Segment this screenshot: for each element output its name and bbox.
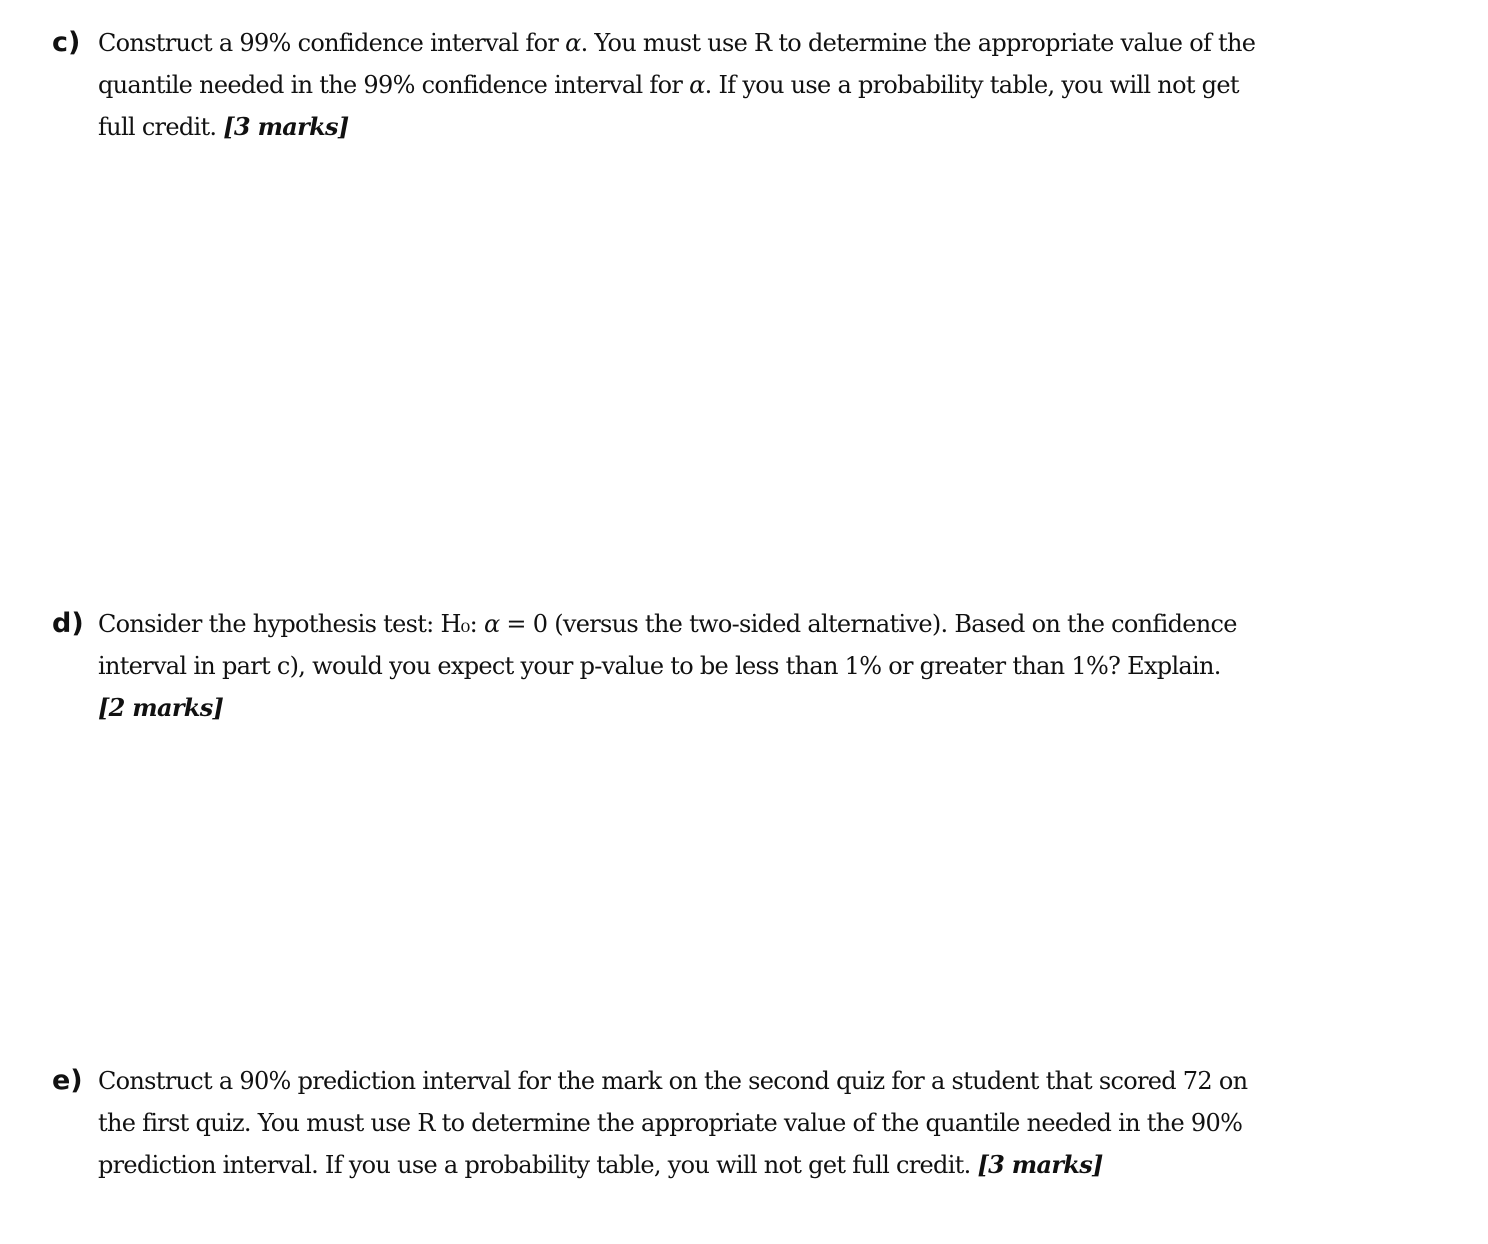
text-segment: full credit.	[98, 113, 224, 141]
question-e-marks: [3 marks]	[977, 1150, 1103, 1179]
question-d	[52, 603, 1472, 729]
question-c-line-1	[98, 22, 1472, 64]
alpha-symbol: α	[565, 29, 581, 57]
question-d-marks: [2 marks]	[98, 693, 224, 722]
question-c-line-3	[98, 106, 1472, 148]
alpha-symbol: α	[483, 610, 500, 638]
question-e-label: e)	[52, 1065, 83, 1096]
text-segment: Construct a 90% prediction interval for the mark on the second quiz for a student that scored 72 on	[98, 1067, 1248, 1095]
question-c-marks: [3 marks]	[223, 112, 349, 141]
text-segment: the first quiz. You must use R to determine the appropriate value of the quantile needed in the 90%	[98, 1109, 1243, 1137]
question-e-line-3	[98, 1144, 1472, 1186]
question-c-text	[98, 22, 1472, 148]
text-segment: Consider the hypothesis test: H₀:	[98, 610, 484, 638]
question-c-label: c)	[52, 27, 81, 58]
question-d-line-2	[98, 645, 1472, 687]
text-segment: . You must use R to determine the appropriate value of the	[580, 29, 1256, 57]
text-segment: quantile needed in the 99% confidence interval for	[98, 71, 690, 99]
question-d-text	[98, 603, 1472, 729]
text-segment: = 0 (versus the two-sided alternative). Based on the confidence	[499, 610, 1237, 638]
alpha-symbol: α	[689, 71, 705, 99]
question-d-line-3	[98, 687, 1472, 729]
text-segment: . If you use a probability table, you will not get	[704, 71, 1239, 99]
question-e-line-1	[98, 1060, 1472, 1102]
question-e-text	[98, 1060, 1472, 1186]
text-segment: Construct a 99% confidence interval for	[98, 29, 566, 57]
question-d-label: d)	[52, 608, 84, 639]
question-e-line-2	[98, 1102, 1472, 1144]
question-c	[52, 22, 1472, 148]
text-segment: prediction interval. If you use a probability table, you will not get full credit.	[98, 1151, 978, 1179]
text-segment: interval in part c), would you expect your p-value to be less than 1% or greater than 1%? Explain.	[98, 652, 1221, 680]
question-d-line-1	[98, 603, 1472, 645]
question-e	[52, 1060, 1472, 1186]
question-c-line-2	[98, 64, 1472, 106]
